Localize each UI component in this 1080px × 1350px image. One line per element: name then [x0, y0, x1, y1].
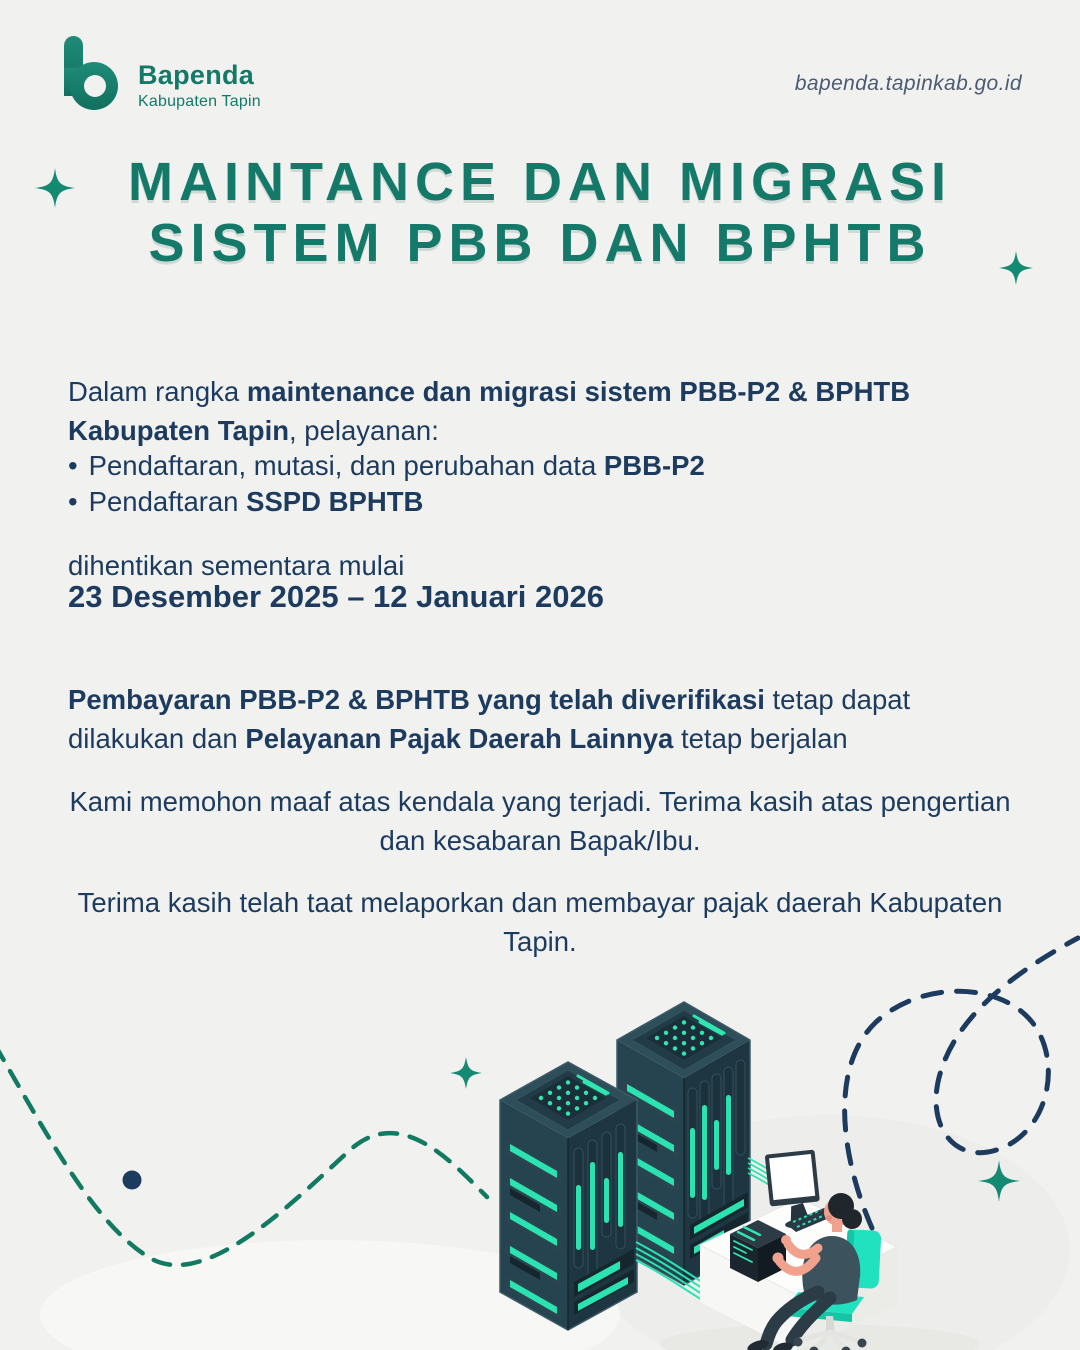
dashed-loop-right	[845, 938, 1078, 1228]
dashed-curve-left	[0, 1045, 487, 1265]
title-line-1: MAINTANCE DAN MIGRASI	[128, 152, 952, 212]
desk-server-box	[730, 1220, 786, 1282]
list-item	[68, 448, 1012, 484]
date-range: 23 Desember 2025 – 12 Januari 2026	[68, 579, 604, 614]
intro-paragraph	[68, 372, 1012, 452]
intro-pre: Dalam rangka	[68, 375, 247, 407]
dot-accent	[123, 1171, 142, 1190]
server-rack-right	[617, 1002, 750, 1285]
exception-bold-1: Pembayaran PBB-P2 & BPHTB yang telah diverifikasi	[68, 683, 765, 715]
suspension-lead: dihentikan sementara mulai	[68, 550, 405, 581]
intro-post: , pelayanan:	[289, 415, 439, 447]
page-title	[0, 152, 1080, 274]
connection-lines	[636, 1158, 776, 1300]
closing-paragraph: Terima kasih telah taat melaporkan dan membayar pajak daerah Kabupaten Tapin.	[77, 886, 1003, 958]
desk	[700, 1198, 897, 1350]
office-chair	[786, 1229, 881, 1322]
bullet-icon: •	[68, 450, 78, 481]
title-line-2: SISTEM PBB DAN BPHTB	[148, 213, 932, 274]
keyboard	[786, 1208, 834, 1232]
list-item-bold: SSPD BPHTB	[246, 485, 424, 517]
bapenda-logo-icon	[58, 34, 124, 112]
brand-logo	[58, 34, 261, 112]
intro-bold: maintenance dan migrasi sistem PBB-P2 & BPHTB Kabupaten Tapin	[68, 375, 911, 447]
person	[746, 1193, 862, 1350]
server-maintenance-illustration	[500, 1002, 897, 1350]
exception-post: tetap berjalan	[673, 723, 848, 755]
website-url: bapenda.tapinkab.go.id	[794, 72, 1022, 95]
service-list	[68, 448, 1012, 520]
office-chair-base	[794, 1316, 867, 1350]
list-item-bold: PBB-P2	[603, 450, 705, 481]
bullet-icon: •	[68, 485, 78, 517]
server-rack-left	[500, 1062, 637, 1330]
brand-name: Bapenda	[138, 60, 255, 90]
list-item-text: Pendaftaran	[88, 485, 247, 517]
list-item	[68, 484, 1012, 520]
monitor	[765, 1150, 823, 1231]
sparkle-icon	[450, 1057, 482, 1089]
sparkle-icon	[978, 1160, 1020, 1202]
exception-paragraph	[68, 680, 1012, 760]
exception-mid: tetap dapat dilakukan dan	[68, 683, 911, 755]
list-item-text: Pendaftaran, mutasi, dan perubahan data	[88, 450, 604, 481]
backdrop-shapes	[40, 1115, 1070, 1350]
brand-subtitle: Kabupaten Tapin	[138, 92, 261, 110]
apology-paragraph: Kami memohon maaf atas kendala yang terjadi. Terima kasih atas pengertian dan kesabaran Bapak/Ibu.	[69, 785, 1011, 857]
exception-bold-2: Pelayanan Pajak Daerah Lainnya	[245, 723, 674, 755]
suspension-date	[68, 578, 1012, 615]
